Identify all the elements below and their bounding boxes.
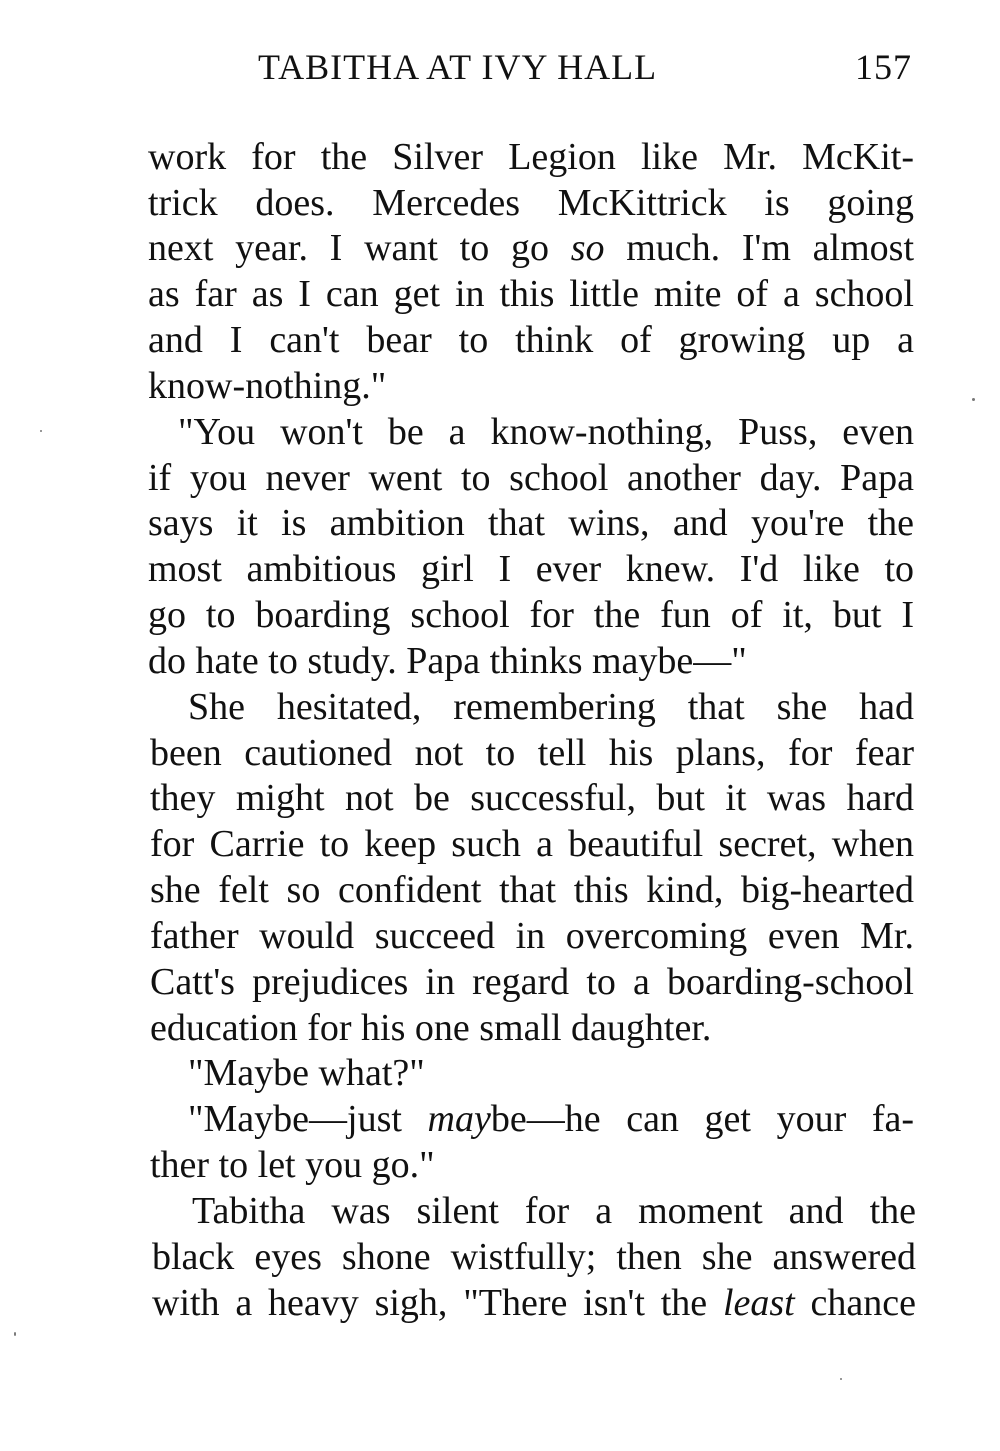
text-line (152, 1280, 916, 1326)
text-line (148, 455, 914, 501)
paper-speck (40, 430, 42, 432)
text-line (188, 1096, 914, 1142)
text-run: for Carrie to keep such a beautiful secret, when (150, 823, 914, 865)
text-line (148, 500, 914, 546)
text-line (150, 1005, 914, 1051)
text-run: ther to let you go." (150, 1144, 435, 1186)
paper-speck (14, 1332, 16, 1336)
text-run: "Maybe what?" (188, 1052, 425, 1094)
text-run: much. I'm almost (604, 227, 915, 269)
text-run: father would succeed in overcoming even Mr. (150, 915, 914, 957)
text-run: chance (794, 1282, 916, 1324)
text-line (150, 959, 914, 1005)
text-run: "Maybe—just (188, 1098, 428, 1140)
text-run: been cautioned not to tell his plans, for fear (150, 732, 914, 774)
text-run: says it is ambition that wins, and you're the (148, 502, 914, 544)
text-line (150, 775, 914, 821)
text-run: if you never went to school another day. Papa (148, 457, 914, 499)
paper-speck (840, 1378, 842, 1380)
text-line (148, 638, 914, 684)
text-run: as far as I can get in this little mite of a school (148, 273, 914, 315)
text-line (150, 730, 914, 776)
text-run: black eyes shone wistfully; then she answered (152, 1236, 916, 1278)
text-line (188, 1050, 914, 1096)
text-run: education for his one small daughter. (150, 1007, 712, 1049)
text-line (150, 913, 914, 959)
running-head: TABITHA AT IVY HALL (258, 47, 658, 87)
text-run: and I can't bear to think of growing up a (148, 319, 914, 361)
text-line (178, 409, 914, 455)
text-line (148, 225, 914, 271)
paper-speck (972, 398, 975, 401)
text-line (150, 1142, 914, 1188)
text-run: be—he can get your fa- (490, 1098, 915, 1140)
text-run: most ambitious girl I ever knew. I'd like to (148, 548, 914, 590)
text-run: next year. I want to go (148, 227, 571, 269)
text-line (192, 1188, 916, 1234)
text-line (188, 684, 914, 730)
italic-text: least (722, 1282, 795, 1324)
text-run: go to boarding school for the fun of it, but I (148, 594, 914, 636)
text-run: she felt so confident that this kind, big-hearted (150, 869, 914, 911)
text-run: Tabitha was silent for a moment and the (192, 1190, 916, 1232)
text-line (148, 592, 914, 638)
text-run: work for the Silver Legion like Mr. McKit- (148, 136, 914, 178)
text-line (150, 867, 914, 913)
text-run: trick does. Mercedes McKittrick is going (148, 182, 914, 224)
text-line (152, 1234, 916, 1280)
text-line (148, 180, 914, 226)
text-run: Catt's prejudices in regard to a boarding-school (150, 961, 914, 1003)
text-run: know-nothing." (148, 365, 387, 407)
text-run: they might not be successful, but it was hard (150, 777, 914, 819)
text-run: with a heavy sigh, "There isn't the (152, 1282, 723, 1324)
page-header (258, 46, 918, 106)
text-run: "You won't be a know-nothing, Puss, even (178, 411, 914, 453)
page-number: 157 (855, 47, 912, 87)
text-run: She hesitated, remembering that she had (188, 686, 914, 728)
text-line (148, 546, 914, 592)
text-line (148, 271, 914, 317)
text-line (150, 821, 914, 867)
text-run: do hate to study. Papa thinks maybe—" (148, 640, 747, 682)
italic-text: so (570, 227, 605, 269)
text-line (148, 134, 914, 180)
text-line (148, 363, 914, 409)
text-line (148, 317, 914, 363)
italic-text: may (427, 1098, 491, 1140)
